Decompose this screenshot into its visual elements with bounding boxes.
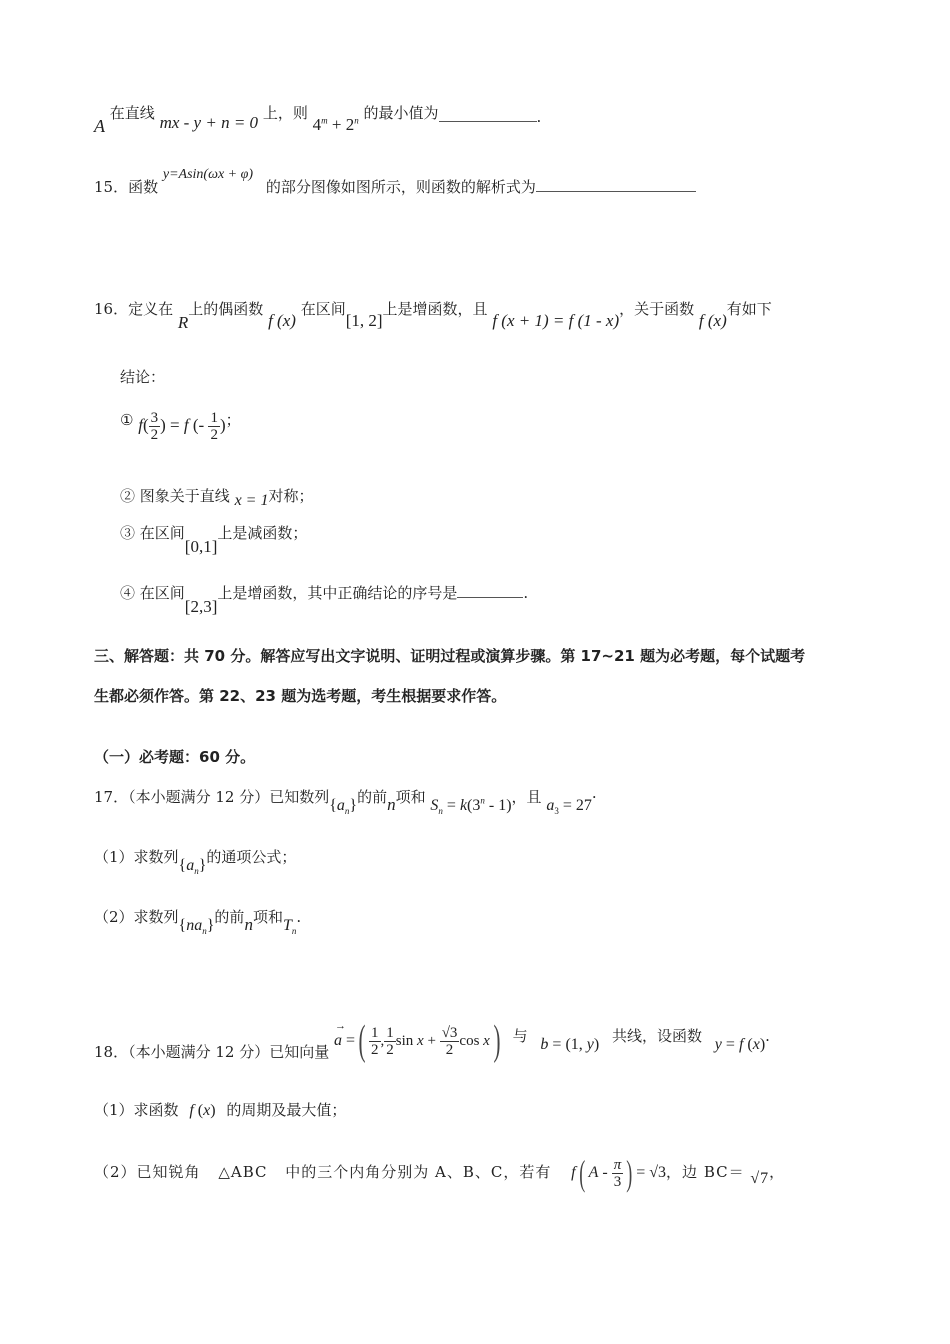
q16-text-4: ，关于函数 (619, 300, 695, 318)
q16-text-1: 上的偶函数 (188, 300, 264, 318)
part-1-heading: （一）必考题：60 分。 (94, 748, 256, 766)
paren-left-2: ( (578, 1153, 586, 1193)
q16-line-1 (94, 298, 772, 332)
q17-heading: 17．（本小题满分 12 分）已知数列 (94, 788, 330, 806)
q17-p1-text: （1）求数列 (94, 848, 179, 866)
q16-text-5: 有如下 (726, 300, 772, 318)
interval-1-2: [1, 2] (345, 311, 383, 330)
q18-text-1: 与 (512, 1027, 528, 1045)
conclusion-4 (120, 582, 529, 616)
q15-number: 15．函数 (94, 178, 159, 196)
c3-end: 上是减函数； (217, 524, 308, 542)
paren-open-2: (- (188, 415, 209, 435)
set-r: R (177, 313, 189, 332)
q14-end: . (536, 108, 542, 126)
q16-text-2: 在区间 (300, 300, 346, 318)
sum-tn: $T_n$ (282, 917, 297, 937)
q16-text-3: 上是增函数，且 (382, 300, 488, 318)
conclusion-2 (120, 485, 314, 509)
q18-p1-text: （1）求函数 (94, 1101, 179, 1119)
frac-half-2: $\frac{1}{2}$ (386, 1024, 394, 1058)
y-equals-fx: y = f (x) (714, 1036, 766, 1053)
frac-pi-3: $\frac{\pi}{3}$ (613, 1156, 622, 1190)
point-a: A (94, 116, 105, 136)
q14-tail-line (94, 104, 542, 136)
c4-end: 上是增函数，其中正确结论的序号是 (217, 584, 458, 602)
conclusions-label: 结论： (120, 368, 166, 386)
var-n-2: n (244, 915, 253, 934)
c4-dot: . (523, 584, 529, 602)
paren-open-1: ( (142, 415, 149, 435)
q18-p1-end: 的周期及最大值； (226, 1101, 347, 1119)
f-rhs: f (183, 415, 189, 435)
q17-p2-end: 项和 (252, 908, 283, 926)
sequence-a: $\{a_n\}$ (329, 797, 358, 817)
interval-2-3: [2,3] (184, 597, 218, 616)
answer-blank-15 (536, 179, 696, 192)
q18-p2-mid: 中的三个内角分别为 A、B、C，若有 (285, 1163, 552, 1181)
q17-part-2 (94, 906, 302, 937)
a3-value: $a_3 = 27$ (546, 797, 592, 817)
q18-p2-text: （2）已知锐角 (94, 1163, 201, 1181)
a-minus: A - (588, 1164, 612, 1181)
section-3-line-1: 三、解答题：共 70 分。解答应写出文字说明、证明过程或演算步骤。第 17~21 题为必考题，每个试题考 (94, 647, 806, 665)
min-expression: $4^m + 2^n$ (312, 115, 359, 134)
paren-right: ) (493, 1018, 501, 1064)
vector-a: → a = (334, 1020, 356, 1049)
semicolon-1: ； (225, 410, 241, 429)
q14-text-2: 上，则 (262, 104, 308, 122)
paren-left: ( (358, 1018, 366, 1064)
var-n: n (387, 795, 396, 814)
q18-fx: f (x) (189, 1102, 216, 1119)
q17-text-3: ，且 (511, 788, 542, 806)
paren-close-2: ) (219, 415, 226, 435)
c2-text: ② 图象关于直线 (120, 487, 230, 505)
q18-line: 18．（本小题满分 12 分）已知向量 → a =( $\frac{1}{2}$ , $\frac{1}{2}$ sin x + $\frac{√3}{2}$ cos x) 与 b = (1, y) 共线，设函数 y = f (x)· (94, 1018, 770, 1064)
q15-text: 的部分图像如图所示，则函数的解析式为 (265, 178, 536, 196)
frac-sqrt3-2: $\frac{√3}{2}$ (441, 1024, 458, 1058)
conclusion-3 (120, 522, 308, 556)
q17-dot: · (591, 788, 597, 806)
q16-line-2 (120, 366, 165, 387)
answer-blank-16 (457, 585, 523, 598)
q17-p2-dot: . (296, 908, 302, 926)
q18-dot: · (765, 1031, 770, 1049)
sqrt-7: √7 (750, 1170, 770, 1187)
function-f-1: f (x) (268, 311, 296, 330)
q17-part-1 (94, 846, 297, 877)
q17-text-2: 项和 (395, 788, 426, 806)
frac-half-1: $\frac{1}{2}$ (371, 1024, 379, 1058)
q18-part-2 (94, 1152, 785, 1194)
fraction-3-2: $\frac{3}{2}$ (150, 410, 159, 443)
q18-part-1 (94, 1099, 346, 1120)
equals-part: ) = (160, 415, 184, 435)
paren-right-2: ) (626, 1153, 633, 1193)
interval-0-1: [0,1] (184, 537, 218, 556)
vector-b: b = (1, y) (540, 1036, 600, 1053)
q17-line (94, 786, 597, 817)
line-equation: mx - y + n = 0 (159, 113, 259, 132)
function-f-2: f (x) (698, 311, 727, 330)
sequence-a-2: $\{a_n\}$ (178, 857, 207, 877)
q16-number: 16．定义在 (94, 300, 174, 318)
q18-heading: 18．（本小题满分 12 分）已知向量 (94, 1043, 330, 1061)
q14-text-3: 的最小值为 (363, 104, 439, 122)
sum-sn: $S_n = k(3^n - 1)$ (430, 795, 512, 817)
fraction-1-2: $\frac{1}{2}$ (210, 410, 218, 443)
c2-end: 对称； (268, 487, 314, 505)
sequence-na: $\{na_n\}$ (178, 917, 215, 937)
line-x-1: x = 1 (234, 492, 269, 509)
f-a-minus-pi-3: f (571, 1164, 576, 1181)
q14-text-1: 在直线 (109, 104, 155, 122)
c4-text: ④ 在区间 (120, 584, 185, 602)
q17-text-1: 的前 (357, 788, 388, 806)
q18-comma: ， (769, 1163, 786, 1181)
q18-text-2: 共线，设函数 (612, 1027, 703, 1045)
triangle-abc: △ABC (218, 1163, 268, 1181)
conclusion-1 (120, 410, 241, 443)
q17-p2-mid: 的前 (214, 908, 245, 926)
q15-line (94, 162, 696, 196)
circle-1: ① (120, 410, 134, 429)
q17-p2-text: （2）求数列 (94, 908, 179, 926)
side-bc-text: ，边 BC＝ (666, 1163, 745, 1181)
section-3-line-2: 生都必须作答。第 22、23 题为选考题，考生根据要求作答。 (94, 687, 507, 705)
q15-function: y=Asin(ωx + φ) (162, 167, 254, 182)
c3-text: ③ 在区间 (120, 524, 185, 542)
f-lhs: f (138, 415, 143, 435)
symmetry-condition: f (x + 1) = f (1 - x) (492, 311, 620, 330)
q17-p1-end: 的通项公式； (206, 848, 297, 866)
answer-blank-14 (439, 109, 537, 122)
equals-sqrt3: = √3 (636, 1164, 667, 1181)
